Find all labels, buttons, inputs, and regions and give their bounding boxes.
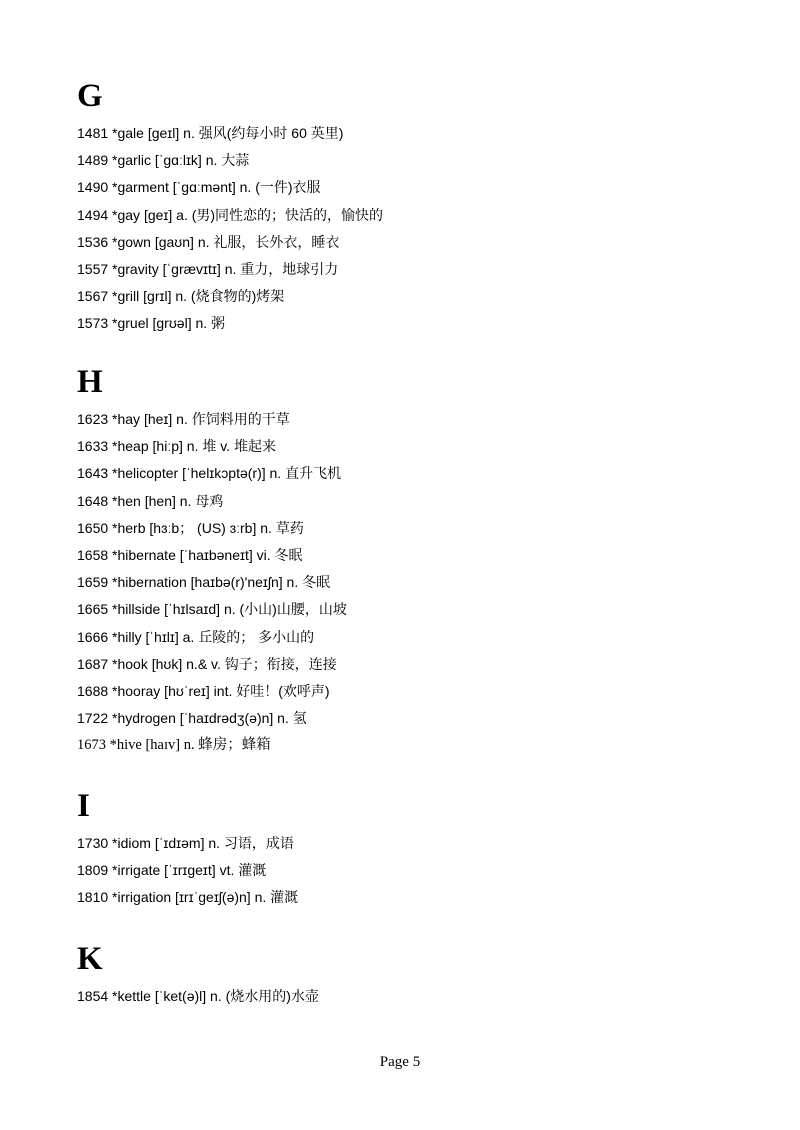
entry-irrigation: 1810 *irrigation [ɪrɪˈgeɪʃ(ə)n] n. 灌溉 [77, 889, 299, 906]
entry-list [77, 830, 757, 912]
section-h [77, 364, 757, 759]
entry-gruel: 1573 *gruel [ɡrʊəl] n. 粥 [77, 315, 226, 332]
entry-herb: 1650 *herb [hɜːb； (US) ɜːrb] n. 草药 [77, 519, 304, 536]
entry-hibernate: 1658 *hibernate [ˈhaɪbəneɪt] vi. 冬眠 [77, 546, 303, 563]
entry-heap: 1633 *heap [hiːp] n. 堆 v. 堆起来 [77, 438, 276, 455]
entry-grill: 1567 *grill [ɡrɪl] n. (烧食物的)烤架 [77, 288, 285, 305]
entry-helicopter: 1643 *helicopter [ˈhelɪkɔptə(r)] n. 直升飞机 [77, 465, 342, 482]
section-i [77, 788, 757, 912]
section-k [77, 941, 757, 1010]
entry-gale: 1481 *gale [geɪl] n. 强风(约每小时 60 英里) [77, 125, 344, 141]
entry-hay: 1623 *hay [heɪ] n. 作饲料用的干草 [77, 411, 290, 427]
entry-garment: 1490 *garment [ˈɡɑːmənt] n. (一件)衣服 [77, 179, 321, 196]
entry-hen: 1648 *hen [hen] n. 母鸡 [77, 492, 224, 509]
section-heading: K [77, 941, 103, 977]
section-heading: H [77, 364, 103, 400]
entry-gay: 1494 *gay [geɪ] a. (男)同性恋的；快活的，愉快的 [77, 206, 384, 223]
entry-hibernation: 1659 *hibernation [haɪbə(r)'neɪʃn] n. 冬眠 [77, 574, 331, 591]
entry-hook: 1687 *hook [hʊk] n.& v. 钩子；衔接，连接 [77, 655, 337, 672]
entry-gravity: 1557 *gravity [ˈɡrævɪtɪ] n. 重力，地球引力 [77, 260, 339, 277]
section-heading: I [77, 788, 90, 824]
entry-list [77, 120, 757, 338]
page-number: Page 5 [379, 1054, 421, 1070]
section-heading: G [77, 78, 103, 114]
entry-hydrogen: 1722 *hydrogen [ˈhaɪdrədʒ(ə)n] n. 氢 [77, 710, 307, 727]
entry-list [77, 406, 757, 759]
entry-idiom: 1730 *idiom [ˈɪdɪəm] n. 习语，成语 [77, 835, 294, 851]
entry-irrigate: 1809 *irrigate [ˈɪrɪgeɪt] vt. 灌溉 [77, 862, 267, 879]
entry-hillside: 1665 *hillside [ˈhɪlsaɪd] n. (小山)山腰，山坡 [77, 601, 347, 618]
entry-garlic: 1489 *garlic [ˈɡɑːlɪk] n. 大蒜 [77, 152, 250, 169]
entry-hive: 1673 *hive [haɪv] n. 蜂房；蜂箱 [77, 737, 271, 754]
section-g [77, 78, 757, 338]
entry-hooray: 1688 *hooray [hʊˈreɪ] int. 好哇！(欢呼声) [77, 682, 330, 699]
entry-hilly: 1666 *hilly [ˈhɪlɪ] a. 丘陵的； 多小山的 [77, 628, 315, 645]
entry-kettle: 1854 *kettle [ˈket(ə)l] n. (烧水用的)水壶 [77, 988, 319, 1004]
entry-list [77, 983, 757, 1010]
entry-gown: 1536 *gown [ɡaʊn] n. 礼服，长外衣，睡衣 [77, 233, 340, 250]
